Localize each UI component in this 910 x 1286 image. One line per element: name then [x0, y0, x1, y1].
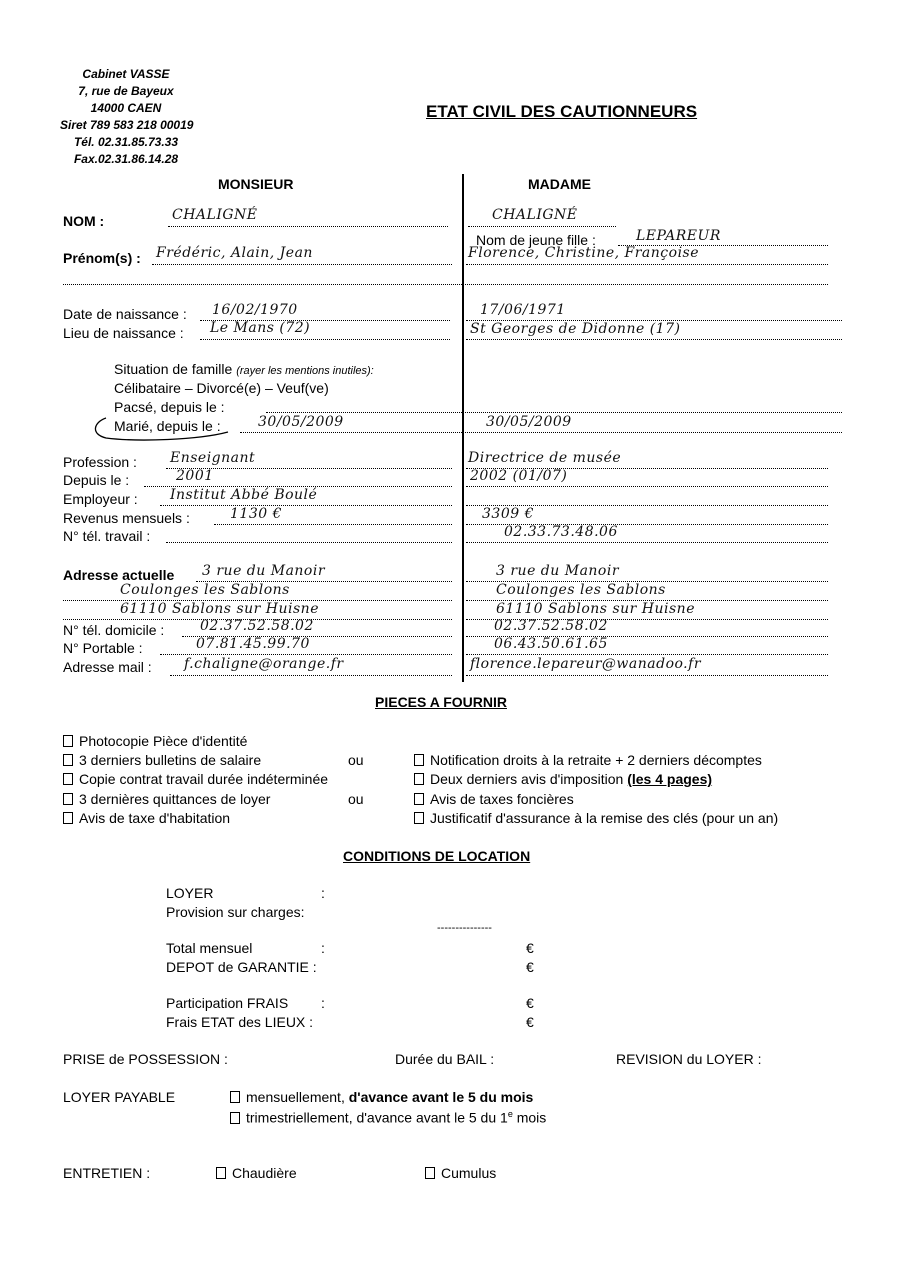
piece-identite-label: Photocopie Pièce d'identité	[79, 733, 248, 749]
duree-bail-label: Durée du BAIL :	[395, 1051, 495, 1067]
portable-monsieur-line	[160, 654, 452, 655]
column-monsieur-heading: MONSIEUR	[218, 176, 294, 192]
profession-monsieur-value: Enseignant	[170, 450, 256, 466]
nom-madame-value: CHALIGNÉ	[492, 207, 578, 223]
adresse1-madame-value: 3 rue du Manoir	[496, 563, 620, 579]
checkbox-icon[interactable]	[414, 793, 424, 805]
depuis-label: Depuis le :	[63, 472, 130, 488]
celibataire-label: Célibataire – Divorcé(e) – Veuf(ve)	[114, 380, 329, 396]
prenom-extra-line	[63, 284, 828, 285]
piece-quittances	[63, 791, 270, 807]
depuis-monsieur-value: 2001	[176, 468, 214, 484]
option-chaudiere	[216, 1165, 297, 1181]
piece-contrat-label: Copie contrat travail durée indéterminée	[79, 771, 329, 787]
depot-label: DEPOT de GARANTIE :	[166, 959, 317, 975]
piece-assurance	[414, 810, 778, 826]
jeune-fille-label: Nom de jeune fille :	[476, 232, 596, 248]
employeur-label: Employeur :	[63, 491, 138, 507]
employeur-monsieur-line	[160, 505, 452, 506]
prise-possession-label: PRISE de POSSESSION :	[63, 1051, 228, 1067]
portable-monsieur-value: 07.81.45.99.70	[196, 636, 310, 652]
option-chaudiere-label: Chaudière	[232, 1165, 297, 1181]
agency-siret: Siret 789 583 218 00019	[60, 118, 194, 132]
pacse-label: Pacsé, depuis le :	[114, 399, 225, 415]
column-divider	[462, 174, 464, 682]
adresse3-monsieur-value: 61110 Sablons sur Huisne	[120, 601, 319, 617]
checkbox-icon[interactable]	[63, 812, 73, 824]
date-naissance-monsieur-value: 16/02/1970	[212, 302, 298, 318]
total-euro: €	[526, 940, 534, 956]
mail-monsieur-value: f.chaligne@orange.fr	[184, 656, 344, 672]
piece-retraite	[414, 752, 762, 768]
prenom-madame-line	[466, 264, 828, 265]
option-cumulus-label: Cumulus	[441, 1165, 497, 1181]
checkbox-icon[interactable]	[63, 754, 73, 766]
checkbox-icon[interactable]	[63, 735, 73, 747]
ou-label-1: ou	[348, 752, 364, 768]
revenus-monsieur-line	[214, 524, 452, 525]
adresse2-monsieur-value: Coulonges les Sablons	[120, 582, 290, 598]
piece-assurance-label: Justificatif d'assurance à la remise des clés (pour un an)	[430, 810, 779, 826]
option-mensuel	[230, 1089, 533, 1105]
piece-taxe-habitation-label: Avis de taxe d'habitation	[79, 810, 231, 826]
checkbox-icon[interactable]	[230, 1112, 240, 1124]
marie-madame-value: 30/05/2009	[486, 414, 572, 430]
option-trimestriel	[230, 1109, 546, 1126]
nom-monsieur-value: CHALIGNÉ	[172, 207, 258, 223]
frais-etat-euro: €	[526, 1014, 534, 1030]
ou-label-2: ou	[348, 791, 364, 807]
piece-retraite-label: Notification droits à la retraite + 2 derniers décomptes	[430, 752, 762, 768]
tel-travail-monsieur-line	[166, 542, 452, 543]
marie-monsieur-value: 30/05/2009	[258, 414, 344, 430]
piece-imposition-label: Deux derniers avis d'imposition	[430, 771, 624, 787]
mail-madame-line	[466, 675, 828, 676]
portable-madame-line	[466, 654, 828, 655]
prenom-madame-value: Florence, Christine, Françoise	[468, 245, 700, 261]
option-mensuel-bold: d'avance avant le 5 du mois	[348, 1089, 534, 1105]
adresse3-madame-value: 61110 Sablons sur Huisne	[496, 601, 695, 617]
tel-domicile-label: N° tél. domicile :	[63, 622, 165, 638]
option-trimestriel-end: mois	[512, 1109, 547, 1126]
profession-madame-value: Directrice de musée	[468, 450, 622, 466]
prenom-label: Prénom(s) :	[63, 250, 141, 266]
piece-imposition	[414, 771, 712, 787]
option-trimestriel-label: trimestriellement, d'avance avant le 5 du 1	[246, 1109, 508, 1126]
agency-tel: Tél. 02.31.85.73.33	[73, 135, 179, 149]
piece-taxe-habitation	[63, 810, 230, 826]
piece-bulletins-label: 3 derniers bulletins de salaire	[79, 752, 262, 768]
checkbox-icon[interactable]	[414, 773, 424, 785]
page-title: ETAT CIVIL DES CAUTIONNEURS	[426, 102, 698, 121]
revenus-madame-value: 3309 €	[482, 506, 534, 522]
date-naissance-label: Date de naissance :	[63, 306, 187, 322]
tel-domicile-madame-value: 02.37.52.58.02	[494, 618, 608, 634]
checkbox-icon[interactable]	[414, 812, 424, 824]
mail-madame-value: florence.lepareur@wanadoo.fr	[470, 656, 702, 672]
date-naissance-madame-value: 17/06/1971	[480, 302, 566, 318]
mail-monsieur-line	[170, 675, 452, 676]
agency-fax: Fax.02.31.86.14.28	[73, 152, 179, 166]
employeur-monsieur-value: Institut Abbé Boulé	[170, 487, 318, 503]
option-trimestriel-sup: e	[507, 1109, 513, 1119]
checkbox-icon[interactable]	[425, 1167, 435, 1179]
total-colon: :	[321, 940, 325, 956]
loyer-payable-label: LOYER PAYABLE	[63, 1089, 176, 1105]
four-pages-note: (les 4 pages)	[627, 771, 713, 787]
situation-note: (rayer les mentions inutiles):	[236, 365, 374, 377]
participation-label: Participation FRAIS	[166, 995, 289, 1011]
tel-domicile-monsieur-value: 02.37.52.58.02	[200, 618, 314, 634]
tel-travail-madame-value: 02.33.73.48.06	[504, 524, 618, 540]
situation-label-text: Situation de famille	[114, 361, 233, 377]
lieu-naissance-madame-value: St Georges de Didonne (17)	[470, 321, 681, 337]
column-madame-heading: MADAME	[528, 176, 591, 192]
piece-bulletins	[63, 752, 261, 768]
nom-madame-line	[468, 226, 616, 227]
frais-etat-label: Frais ETAT des LIEUX :	[166, 1014, 314, 1030]
depuis-madame-value: 2002 (01/07)	[470, 468, 568, 484]
provision-label: Provision sur charges:	[166, 904, 305, 920]
marie-label: Marié, depuis le :	[114, 418, 221, 434]
pacse-line	[266, 412, 842, 413]
depuis-madame-line	[466, 486, 828, 487]
checkbox-icon[interactable]	[63, 773, 73, 785]
participation-colon: :	[321, 995, 325, 1011]
participation-euro: €	[526, 995, 534, 1011]
entretien-label: ENTRETIEN :	[63, 1165, 151, 1181]
piece-identite	[63, 733, 247, 749]
jeune-fille-value: LEPAREUR	[636, 228, 721, 244]
tel-travail-madame-line	[466, 542, 828, 543]
agency-block	[60, 66, 192, 168]
portable-madame-value: 06.43.50.61.65	[494, 636, 608, 652]
lieu-naissance-monsieur-value: Le Mans (72)	[210, 320, 311, 336]
piece-quittances-label: 3 dernières quittances de loyer	[79, 791, 271, 807]
lieu-naissance-madame-line	[466, 339, 842, 340]
marie-circle-mark	[88, 412, 238, 442]
revision-loyer-label: REVISION du LOYER :	[616, 1051, 762, 1067]
piece-taxes-foncieres	[414, 791, 574, 807]
conditions-title: CONDITIONS DE LOCATION	[343, 848, 531, 864]
total-label: Total mensuel	[166, 940, 253, 956]
nom-label: NOM :	[63, 213, 105, 229]
option-cumulus	[425, 1165, 496, 1181]
piece-taxes-foncieres-label: Avis de taxes foncières	[430, 791, 574, 807]
nom-monsieur-line	[168, 226, 448, 227]
loyer-label: LOYER	[166, 885, 214, 901]
checkbox-icon[interactable]	[414, 754, 424, 766]
adresse2-madame-value: Coulonges les Sablons	[496, 582, 666, 598]
adresse-label: Adresse actuelle	[63, 567, 175, 583]
lieu-naissance-label: Lieu de naissance :	[63, 325, 184, 341]
lieu-naissance-monsieur-line	[200, 339, 450, 340]
tel-travail-label: N° tél. travail :	[63, 528, 151, 544]
revenus-monsieur-value: 1130 €	[230, 506, 282, 522]
agency-street: 7, rue de Bayeux	[78, 84, 174, 98]
situation-label	[114, 361, 374, 377]
checkbox-icon[interactable]	[216, 1167, 226, 1179]
pieces-title: PIECES A FOURNIR	[375, 694, 507, 710]
total-separator: ---------------	[437, 922, 492, 934]
loyer-colon: :	[321, 885, 325, 901]
depot-euro: €	[526, 959, 534, 975]
prenom-monsieur-line	[152, 264, 452, 265]
mail-label: Adresse mail :	[63, 659, 152, 675]
revenus-label: Revenus mensuels :	[63, 510, 190, 526]
marie-line	[240, 432, 842, 433]
piece-contrat	[63, 771, 328, 787]
prenom-monsieur-value: Frédéric, Alain, Jean	[156, 245, 313, 261]
option-mensuel-label: mensuellement,	[246, 1089, 345, 1105]
checkbox-icon[interactable]	[230, 1091, 240, 1103]
adresse1-monsieur-value: 3 rue du Manoir	[202, 563, 326, 579]
checkbox-icon[interactable]	[63, 793, 73, 805]
agency-name: Cabinet VASSE	[82, 67, 170, 81]
agency-city: 14000 CAEN	[90, 101, 162, 115]
profession-label: Profession :	[63, 454, 137, 470]
portable-label: N° Portable :	[63, 640, 143, 656]
